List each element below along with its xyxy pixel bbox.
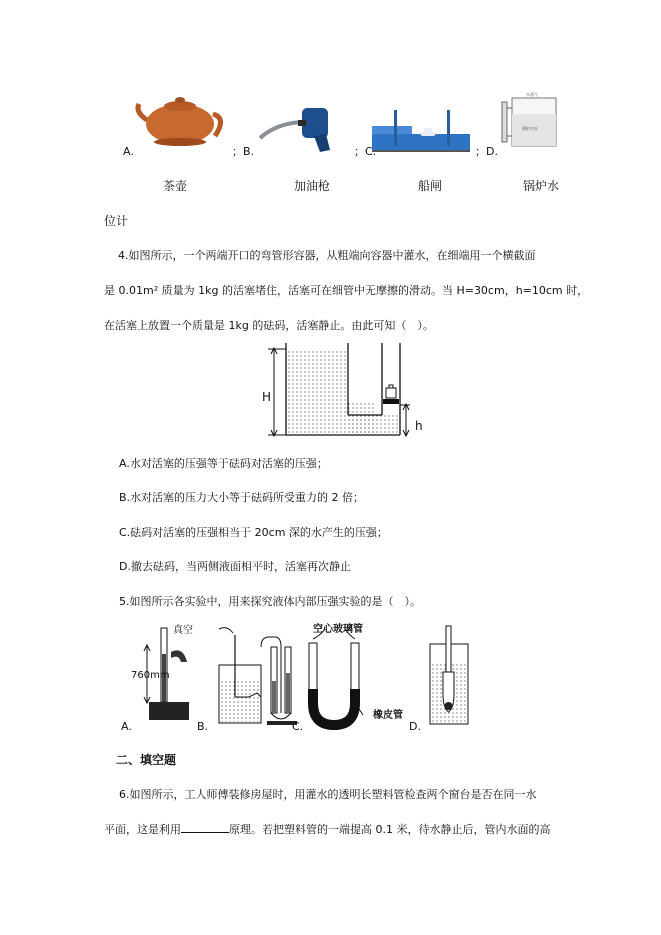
boiler-gauge-image: [498, 90, 560, 152]
q4-line2: 是 0.01m² 质量为 1kg 的活塞堵住，活塞可在细管中无摩擦的滑动。当 H=30cm，h=10cm 时，: [104, 284, 589, 297]
q4-line1: 4.如图所示，一个两端开口的弯管形容器，从粗端向容器中灌水，在细端用一个横截面: [118, 249, 536, 262]
q4-option-a: A.水对活塞的压强等于砝码对活塞的压强；: [119, 457, 328, 470]
label-vacuum: 真空: [173, 625, 193, 636]
option-separator-b: ；B.: [232, 145, 255, 158]
teapot-image: [135, 92, 225, 152]
q5-label-d: D.: [409, 720, 421, 733]
ship-lock-image: [372, 108, 472, 153]
caption-fuel-nozzle: 加油枪: [294, 179, 331, 193]
q6-line2-end: 原理。若把塑料管的一端提高 0.1 米，待水静止后，管内水面的高: [229, 823, 551, 836]
svg-text:锅炉内水: 锅炉内水: [522, 126, 538, 131]
caption-ship-lock: 船闸: [418, 179, 443, 193]
svg-text:水蒸气: 水蒸气: [526, 92, 538, 97]
q6-answer-blank[interactable]: [181, 821, 229, 833]
q5-label-c: C.: [292, 720, 304, 733]
section-title: 二、填空题: [116, 753, 177, 767]
option-letter-a: A.: [123, 145, 134, 158]
q6-line2-start: 平面，这是利用: [104, 823, 181, 836]
caption-boiler-gauge: 锅炉水: [523, 179, 560, 193]
q5-label-b: B.: [197, 720, 209, 733]
q4-option-b: B.水对活塞的压力大小等于砝码所受重力的 2 倍；: [119, 491, 365, 504]
option-separator-d: ；D.: [475, 145, 498, 158]
label-rubber-hose: 橡皮管: [373, 710, 403, 721]
q5-stem: 5.如图所示各实验中，用来探究液体内部压强实验的是（ ）。: [119, 595, 421, 608]
caption-wrap: 位计: [104, 214, 129, 228]
label-H: H: [262, 390, 272, 404]
q4-line3: 在活塞上放置一个质量是 1kg 的砝码，活塞静止。由此可知（ ）。: [104, 319, 434, 332]
caption-teapot: 茶壶: [163, 179, 188, 193]
q6-line2: [104, 821, 551, 838]
densimeter-figure: [424, 624, 474, 729]
label-h: h: [415, 419, 423, 433]
u-tube-figure: [301, 623, 381, 733]
manometer-figure: [205, 625, 300, 730]
label-glass-tube: 空心玻璃管: [313, 624, 363, 635]
q4-option-c: C.砝码对活塞的压强相当于 20cm 深的水产生的压强；: [119, 526, 388, 539]
option-separator-c: ；C.: [354, 145, 377, 158]
fuel-nozzle-image: [258, 100, 333, 155]
q6-line1: 6.如图所示，工人师傅装修房屋时，用灌水的透明长塑料管检查两个窗台是否在同一水: [119, 788, 537, 801]
label-760mm: 760mm: [131, 670, 170, 681]
bent-tube-figure: [260, 343, 410, 443]
q4-option-d: D.撤去砝码，当两侧液面相平时，活塞再次静止: [119, 560, 351, 573]
q5-label-a: A.: [121, 720, 132, 733]
